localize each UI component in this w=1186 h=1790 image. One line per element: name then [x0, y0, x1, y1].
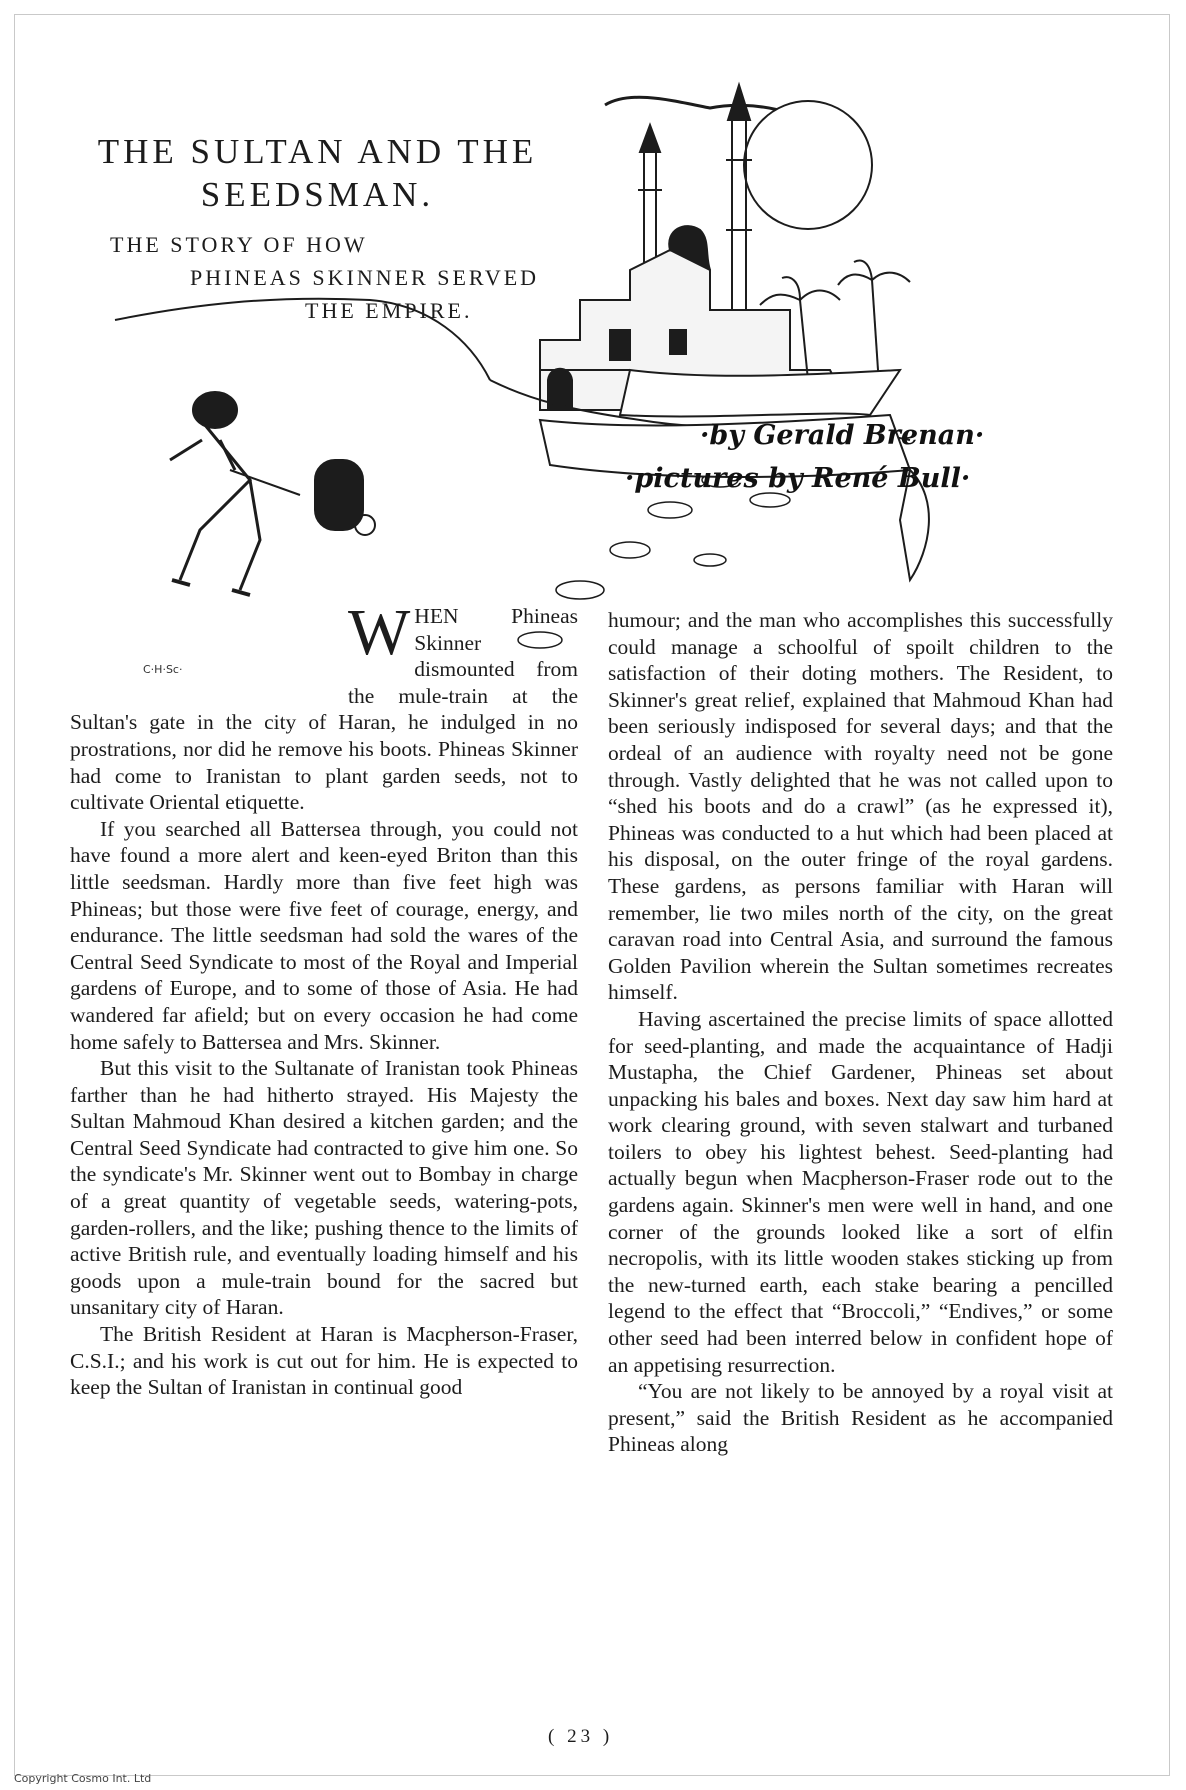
subtitle-line-3: THE EMPIRE.: [305, 298, 473, 323]
illustrator-byline: ·pictures by René Bull·: [625, 463, 971, 494]
illustrator-signature: C·H·Sc·: [143, 663, 183, 676]
paragraph: WHEN Phineas Skinner dismounted from the mule-train at the Sultan's gate in the city of Haran, he indulged in no prostrations, nor did he remove his boots. Phineas Skinner had come to Iranistan to plant garden seeds, not to cultivate Oriental etiquette.: [70, 596, 578, 815]
minaret-right: [726, 85, 752, 330]
moon: [744, 101, 872, 229]
paragraph: humour; and the man who accomplishes this successfully could manage a schoolful of spoilt children to the satisfaction of their doting mothers. The Resident, to Skinner's great relief, explained that Mahmoud Khan had been seriously indisposed for several days; and that the ordeal of an audience with royalty need not be gone through. Vastly delighted that he was not called upon to “shed his boots and do a crawl” (as he expressed it), Phineas was conducted to a hut which had been placed at his disposal, on the outer fringe of the royal gardens. These gardens, as persons familiar with Haran will remember, lie two miles north of the city, on the great caravan road into Central Asia, and surround the famous Golden Pavilion wherein the Sultan sometimes recreates himself.: [608, 608, 1113, 1005]
paragraph: “You are not likely to be annoyed by a royal visit at present,” said the British Resident as he accompanied Phineas along: [608, 1379, 1113, 1457]
subtitle-line-1: THE STORY OF HOW: [110, 232, 368, 257]
subtitle-line-2: PHINEAS SKINNER SERVED: [190, 265, 540, 290]
drop-cap: W: [348, 596, 411, 669]
paragraph: The British Resident at Haran is Macpherson-Fraser, C.S.I.; and his work is cut out for him. He is expected to keep the Sultan of Iranistan in continual good: [70, 1322, 578, 1400]
text-column-2: [608, 607, 1113, 1458]
seedsman-figure: [170, 392, 260, 595]
page-number: ( 23 ): [548, 1726, 614, 1747]
paragraph: But this visit to the Sultanate of Iranistan took Phineas farther than he had hitherto strayed. His Majesty the Sultan Mahmoud Khan desired a kitchen garden; and the Central Seed Syndicate had contracted to give him one. So the syndicate's Mr. Skinner went out to Bombay in charge of a great quantity of vegetable seeds, watering-pots, garden-rollers, and the like; pushing thence to the limits of active British rule, and eventually loading himself and his goods upon a mule-train bound for the sacred but unsanitary city of Haran.: [70, 1056, 578, 1320]
paragraph: Having ascertained the precise limits of space allotted for seed-planting, and made the acquaintance of Hadji Mustapha, the Chief Gardener, Phineas set about unpacking his bales and boxes. Next day saw him hard at work clearing ground, with seven stalwart and turbaned toilers to obey his lightest behest. Seed-planting had actually begun when Macpherson-Fraser rode out to the gardens again. Skinner's men were well in hand, and one corner of the grounds looked like a sort of elfin necropolis, with its little wooden stakes sticking up from the new-turned earth, each stake bearing a pencilled legend to the effect that “Broccoli,” “Endives,” or some other seed had been interred below in confident hope of an appetising resurrection.: [608, 1006, 1113, 1377]
copyright-notice: Copyright Cosmo Int. Ltd: [14, 1772, 152, 1785]
paragraph: If you searched all Battersea through, you could not have found a more alert and keen-eyed Briton than this little seedsman. Hardly more than five feet high was Phineas; but those were five feet of courage, energy, and endurance. The little seedsman had sold the wares of the Central Seed Syndicate to most of the Royal and Imperial gardens of Europe, and to some of those of Asia. He had wandered far afield; but on every occasion he had come home safely to Battersea and Mrs. Skinner.: [70, 816, 578, 1054]
author-byline: ·by Gerald Brenan·: [700, 420, 985, 451]
text-column-1: [70, 596, 578, 1401]
article-title: THE SULTAN AND THE SEEDSMAN.: [97, 132, 538, 214]
illustration-wrap-space: [70, 603, 348, 709]
